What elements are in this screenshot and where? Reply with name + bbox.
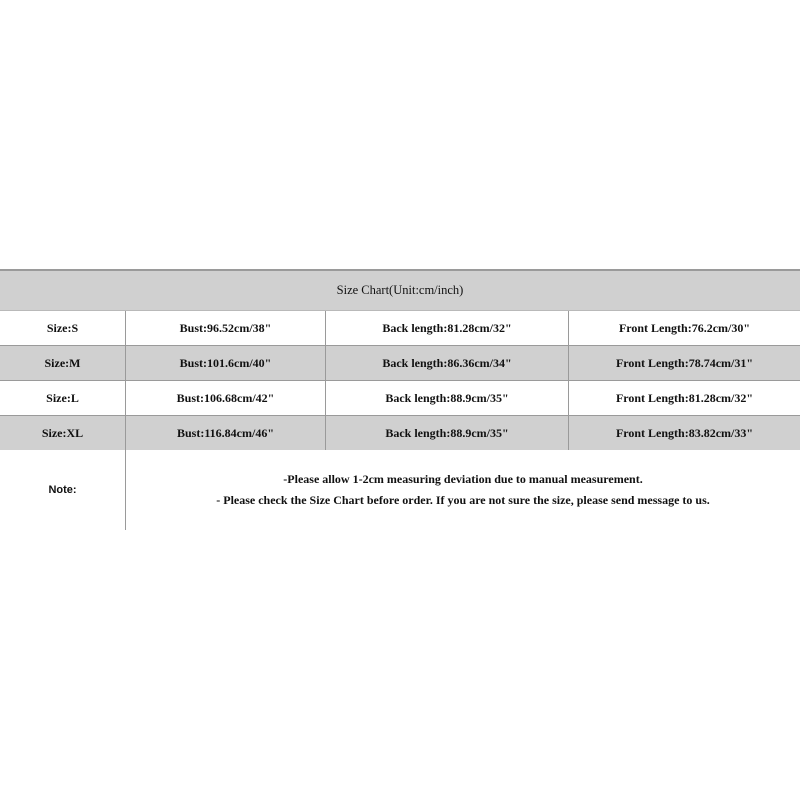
table-row <box>0 416 800 451</box>
back-length-cell: Back length:88.9cm/35" <box>385 390 509 405</box>
front-length-cell: Front Length:78.74cm/31" <box>615 355 754 370</box>
size-cell: Size:M <box>44 355 81 370</box>
back-length-cell: Back length:81.28cm/32" <box>382 320 512 335</box>
bust-cell: Bust:106.68cm/42" <box>176 390 275 405</box>
size-cell: Size:L <box>46 390 79 405</box>
back-length-cell: Back length:86.36cm/34" <box>382 355 512 370</box>
bust-cell: Bust:116.84cm/46" <box>177 425 274 440</box>
size-chart-title-row <box>0 269 800 311</box>
note-line: -Please allow 1-2cm measuring deviation due to manual measurement. <box>283 472 643 486</box>
size-cell: Size:XL <box>41 425 84 440</box>
note-line: - Please check the Size Chart before order. If you are not sure the size, please send message to us. <box>216 493 710 507</box>
note-row <box>0 450 800 530</box>
front-length-cell: Front Length:76.2cm/30" <box>618 320 751 335</box>
bust-cell: Bust:96.52cm/38" <box>179 320 272 335</box>
table-row <box>0 346 800 381</box>
size-chart-table <box>0 269 800 530</box>
size-chart-title: Size Chart(Unit:cm/inch) <box>336 283 464 297</box>
bust-cell: Bust:101.6cm/40" <box>179 355 272 370</box>
note-text <box>126 450 800 530</box>
front-length-cell: Front Length:83.82cm/33" <box>615 425 754 440</box>
front-length-cell: Front Length:81.28cm/32" <box>615 390 754 405</box>
back-length-cell: Back length:88.9cm/35" <box>385 425 509 440</box>
table-row <box>0 381 800 416</box>
table-row <box>0 311 800 346</box>
size-cell: Size:S <box>46 320 79 335</box>
note-label: Note: <box>48 484 77 496</box>
